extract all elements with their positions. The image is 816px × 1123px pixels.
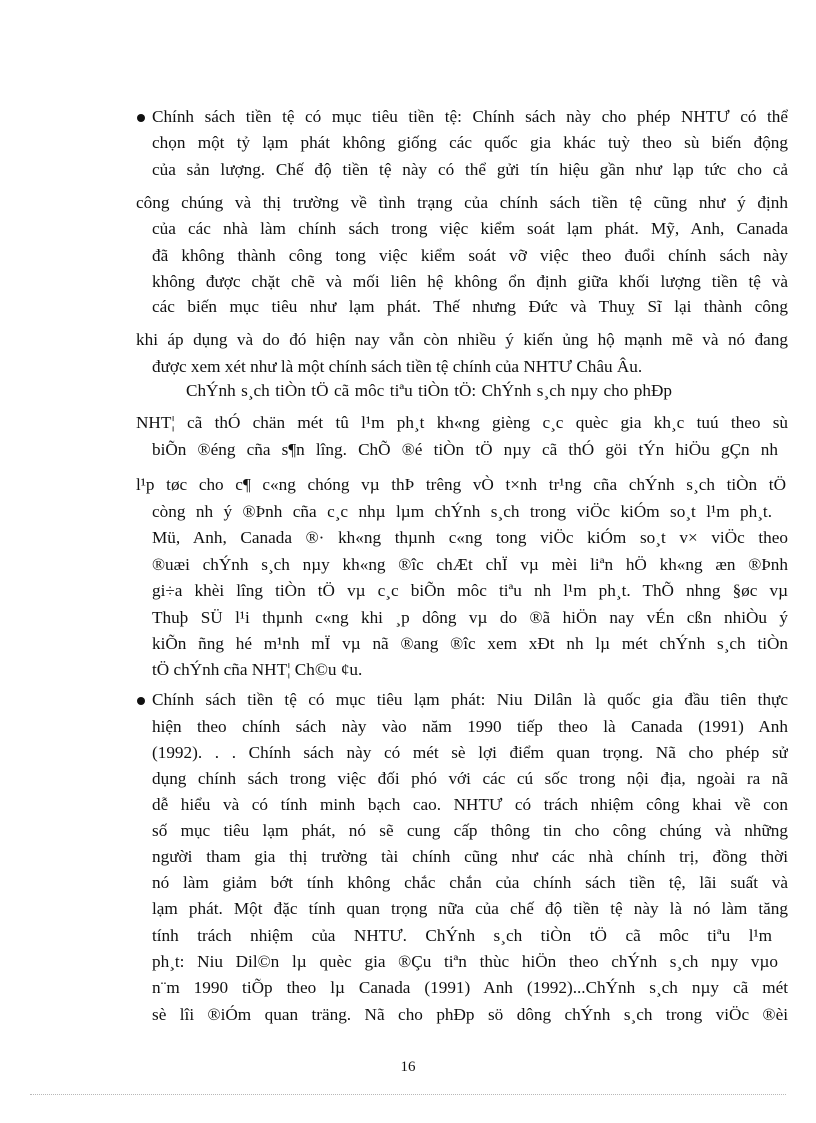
text-line: còng nh ý ®Þnh cña c¸c nhµ lµm chÝnh s¸ch trong viÖc kiÓm so¸t l¹m ph¸t. <box>152 502 772 521</box>
text-line: các biến mục tiêu như lạm phát. Thế nhưng Đức và Thuỵ Sĩ lại thành công <box>152 297 788 316</box>
page-number: 16 <box>400 1059 416 1075</box>
text-line: Thuþ SÜ l¹i thµnh c«ng khi ¸p dông vµ do ®ã hiÖn nay vÉn cßn nhiÒu ý <box>152 608 788 627</box>
text-line: tÖ chÝnh cña NHT¦ Ch©u ¢u. <box>152 660 363 679</box>
text-line: kiÕn ñng hé m¹nh mÏ vµ nã ®ang ®îc xem xÐt nh lµ mét chÝnh s¸ch tiÒn <box>152 634 788 653</box>
text-line: (1992). . . Chính sách này có mét sè lợi điểm quan trọng. Nã cho phép sử <box>152 743 788 762</box>
text-line: chọn một tỷ lạm phát không giống các quốc gia khác tuỳ theo sù biến động <box>152 133 788 152</box>
text-line: không được chặt chẽ và mối liên hệ không ổn định giữa khối lượng tiền tệ và <box>152 272 788 291</box>
text-line: Mü, Anh, Canada ®· kh«ng thµnh c«ng tong viÖc kiÓm so¸t v× viÖc theo <box>152 528 788 547</box>
text-line: của sản lượng. Chế độ tiền tệ này có thể gửi tín hiệu gần như lạp tức cho cả <box>152 160 788 179</box>
text-line: ®uæi chÝnh s¸ch nµy kh«ng ®îc chÆt chÏ vµ mèi liªn hÖ kh«ng æn ®Þnh <box>152 555 788 574</box>
text-line: lạm phát. Một đặc tính quan trọng nữa của chế độ tiền tệ này là nó làm tăng <box>152 899 788 918</box>
text-line: số mục tiêu lạm phát, nó sẽ cung cấp thông tin cho công chúng và những <box>152 821 788 840</box>
text-line: khi áp dụng và do đó hiện nay vẫn còn nhiều ý kiến ủng hộ mạnh mẽ và nó đang <box>136 330 788 349</box>
text-line: sè lîi ®iÓm quan träng. Nã cho phÐp sö dông chÝnh s¸ch trong viÖc ®èi <box>152 1005 788 1024</box>
text-line: nó làm giảm bớt tính không chắc chắn của chính sách tiền tệ, lãi suất và <box>152 873 788 892</box>
text-line: ph¸t: Niu Dil©n lµ quèc gia ®Çu tiªn thùc hiÖn theo chÝnh s¸ch nµy vµo <box>152 952 778 971</box>
text-line: NHT¦ cã thÓ chän mét tû l¹m ph¸t kh«ng gièng c¸c quèc gia kh¸c tuú theo sù <box>136 413 788 432</box>
text-line: n¨m 1990 tiÕp theo lµ Canada (1991) Anh (1992)...ChÝnh s¸ch nµy cã mét <box>152 978 788 997</box>
text-line: Chính sách tiền tệ có mục tiêu tiền tệ: Chính sách này cho phép NHTƯ có thể <box>152 107 788 126</box>
text-line: người tham gia thị trường tài chính cũng như các nhà chính trị, đồng thời <box>152 847 788 866</box>
text-line: l¹p tøc cho c¶ c«ng chóng vµ thÞ trêng vÒ t×nh tr¹ng cña chÝnh s¸ch tiÒn tÖ <box>136 475 786 494</box>
bullet-icon <box>137 114 145 122</box>
text-line: công chúng và thị trường về tình trạng của chính sách tiền tệ cũng như ý định <box>136 193 788 212</box>
text-line: của các nhà làm chính sách trong việc kiểm soát lạm phát. Mỹ, Anh, Canada <box>152 219 788 238</box>
text-line: được xem xét như là một chính sách tiền tệ chính của NHTƯ Châu Âu. <box>152 357 643 376</box>
text-line: dễ hiểu và có tính minh bạch cao. NHTƯ có trách nhiệm công khai về con <box>152 795 788 814</box>
text-line: đã không thành công tong việc kiểm soát vỡ việc theo đuổi chính sách này <box>152 246 788 265</box>
text-line: dụng chính sách trong việc đối phó với các cú sốc trong nội địa, ngoài ra nã <box>152 769 788 788</box>
text-line: hiện theo chính sách này vào năm 1990 tiếp theo là Canada (1991) Anh <box>152 717 788 736</box>
text-line: biÕn ®éng cña s¶n lîng. ChÕ ®é tiÒn tÖ nµy cã thÓ göi tÝn hiÖu gÇn nh <box>152 440 778 459</box>
text-line: ChÝnh s¸ch tiÒn tÖ cã môc tiªu tiÒn tÖ: ChÝnh s¸ch nµy cho phÐp <box>186 381 672 400</box>
text-line: tính trách nhiệm của NHTƯ. ChÝnh s¸ch tiÒn tÖ cã môc tiªu l¹m <box>152 926 772 945</box>
text-line: Chính sách tiền tệ có mục tiêu lạm phát: Niu Dilân là quốc gia đầu tiên thực <box>152 690 788 709</box>
bullet-icon <box>137 697 145 705</box>
text-line: gi÷a khèi lîng tiÒn tÖ vµ c¸c biÕn môc tiªu nh l¹m ph¸t. ThÕ nhng §øc vµ <box>152 581 788 600</box>
footer-divider <box>30 1094 786 1095</box>
